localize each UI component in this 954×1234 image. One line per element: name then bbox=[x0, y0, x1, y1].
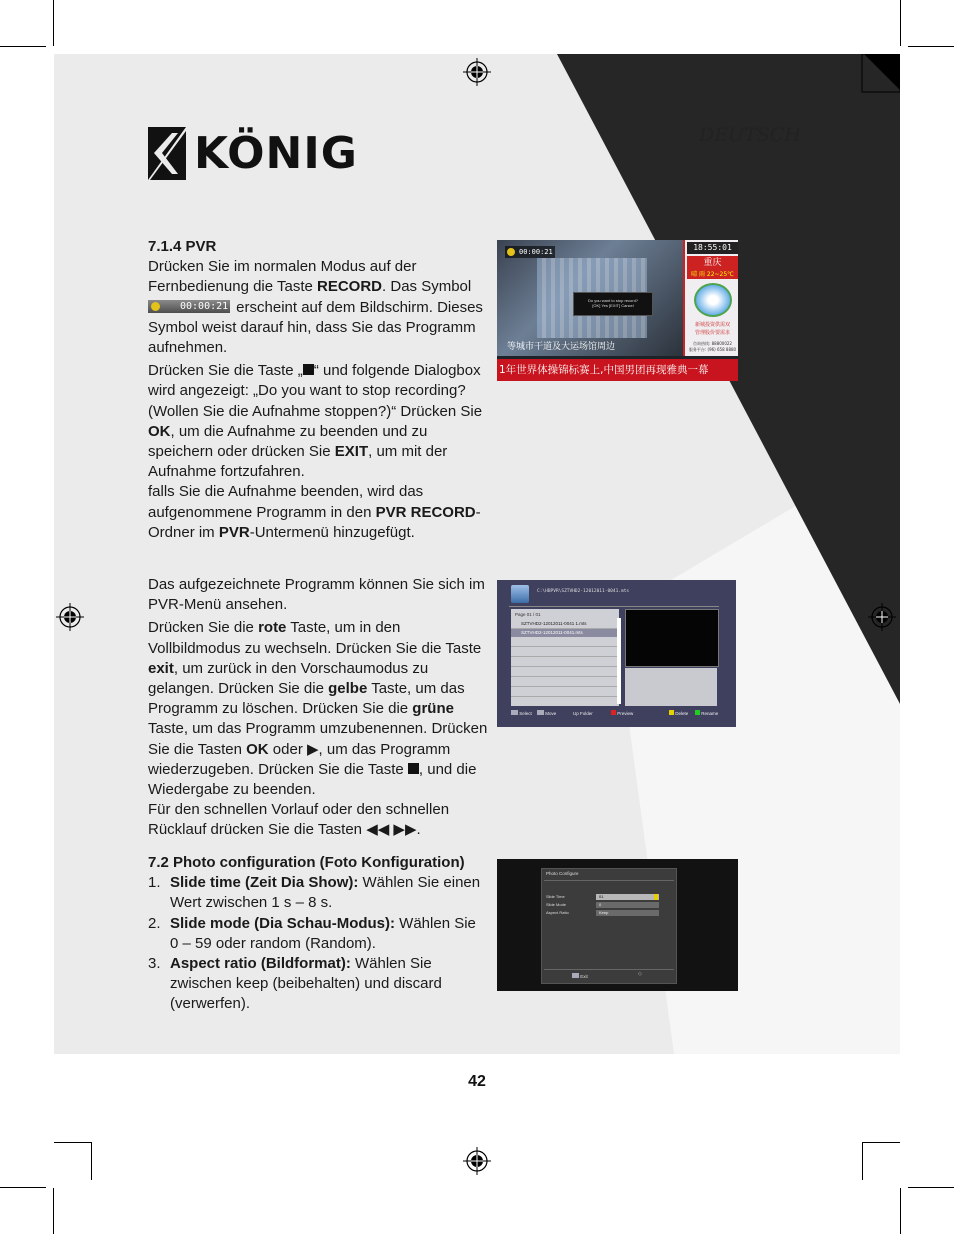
crop-mark bbox=[908, 46, 954, 47]
pvr-paragraph-3: Das aufgezeichnete Programm können Sie sich im PVR-Menü ansehen. bbox=[148, 576, 485, 614]
pvr-section bbox=[148, 237, 488, 546]
konig-k-icon bbox=[148, 127, 186, 180]
stop-icon bbox=[408, 763, 419, 774]
play-icon: ▶ bbox=[306, 740, 319, 758]
stop-icon bbox=[303, 364, 314, 375]
weather-panel: 18:55:01 重庆 晴 雨 22~25℃ 新城投资供需双 管理股价要需求 咨询热线: 88800022 服务平台: (96) 658 8880 bbox=[683, 240, 738, 356]
arrow-keys-icon: ◇ bbox=[638, 971, 642, 977]
pvr-paragraph-4: Drücken Sie die rote Taste, um in den Vollbildmodus zu wechseln. Drücken Sie die Taste exit, um zurück in den Vorschaumodus zu gelangen. Drücken Sie die gelbe Taste, um das Programm zu löschen. Drücken Sie die grüne Taste, um das Programm umzubenennen. Drücken Sie die Tasten OK oder ▶, um das Programm wiederzugeben. Drücken Sie die Taste , und die Wiedergabe zu beenden. Für den schnellen Vorlauf oder den schnellen Rücklauf drücken Sie die Tasten ◀◀ ▶▶. bbox=[148, 619, 488, 839]
list-item[interactable]: SZTVHD2-12012011-0041.mts bbox=[511, 629, 619, 637]
news-ticker: 1年世界体操锦标赛上,中国男团再现雅典一幕 bbox=[497, 359, 738, 381]
registration-mark-icon bbox=[56, 603, 84, 631]
crop-mark bbox=[53, 1188, 54, 1234]
registration-mark-icon bbox=[463, 58, 491, 86]
crop-mark bbox=[0, 1187, 46, 1188]
registration-mark-icon bbox=[463, 1147, 491, 1175]
pvr-paragraph-2: Drücken Sie die Taste „ “ und folgende Dialogbox wird angezeigt: „Do you want to stop recording? (Wollen Sie die Aufnahme stoppen?)“ Drücken Sie OK, um die Aufnahme zu beenden und zu speichern oder drücken Sie EXIT, um mit der Aufnahme fortzufahren. falls Sie die Aufnahme beenden, wird das aufgenommene Programm in den PVR RECORD-Ordner im PVR-Untermenü hinzugefügt. bbox=[148, 362, 483, 541]
scrollbar[interactable] bbox=[617, 618, 621, 704]
pvr-paragraph-1: Drücken Sie im normalen Modus auf der Fernbedienung die Taste RECORD. Das Symbol 00:00:21 erscheint auf dem Bildschirm. Dieses Symbol weist darauf hin, dass Sie das Programm aufnehmen. bbox=[148, 258, 483, 357]
rewind-forward-icon: ◀◀ ▶▶ bbox=[366, 821, 417, 839]
language-label: DEUTSCH bbox=[699, 124, 801, 146]
crop-mark bbox=[900, 0, 901, 46]
slide-time-row[interactable]: Slide Time 01 bbox=[546, 893, 656, 901]
record-indicator-icon: 00:00:21 bbox=[148, 300, 230, 313]
pvr-heading: 7.1.4 PVR bbox=[148, 238, 217, 255]
brand-wordmark: KÖNIG bbox=[194, 127, 358, 179]
crop-mark bbox=[0, 46, 46, 47]
folder-icon bbox=[511, 585, 529, 603]
tv-recording-screenshot: 00:00:21 Do you want to stop record? [OK] Yes [EXIT] Cancel 等城市干道及大运场馆周边 18:55:01 重庆 晴 雨 22~25℃ 新城投资供需双 管理股价要需求 咨询热线: 88800022 服务平台: (96) 658 8880 1年世界体操锦标赛上,中国男团再现雅典一幕 bbox=[497, 240, 738, 381]
registration-mark-icon bbox=[868, 603, 896, 631]
aspect-ratio-row[interactable]: Aspect Ratio Keep bbox=[546, 909, 656, 917]
crop-mark bbox=[862, 1142, 900, 1143]
photo-configure-screenshot: Photo Configure Slide Time 01 Slide Mode 0 Aspect Ratio Keep Exit ◇ bbox=[497, 859, 738, 991]
crop-mark bbox=[862, 1142, 863, 1180]
stop-record-dialog: Do you want to stop record? [OK] Yes [EXIT] Cancel bbox=[573, 292, 653, 316]
list-item: 3. Aspect ratio (Bildformat): Wählen Sie zwischen keep (beibehalten) und discard (verwerfen). bbox=[148, 955, 442, 1013]
crop-mark bbox=[900, 1188, 901, 1234]
exit-icon bbox=[572, 973, 579, 978]
record-indicator-icon: 00:00:21 bbox=[505, 246, 555, 258]
list-item: 1. Slide time (Zeit Dia Show): Wählen Sie einen Wert zwischen 1 s – 8 s. bbox=[148, 874, 481, 912]
weather-icon bbox=[694, 283, 732, 317]
page-number: 42 bbox=[468, 1073, 486, 1090]
crop-mark bbox=[53, 0, 54, 46]
crop-mark bbox=[91, 1142, 92, 1180]
photo-config-heading: 7.2 Photo configuration (Foto Konfiguration) bbox=[148, 854, 465, 871]
crop-mark bbox=[54, 1142, 92, 1143]
photo-config-list bbox=[148, 873, 488, 1014]
list-item: 2. Slide mode (Dia Schau-Modus): Wählen Sie 0 – 59 oder random (Random). bbox=[148, 914, 476, 952]
pvr-menu-section bbox=[148, 575, 488, 844]
photo-config-section bbox=[148, 853, 488, 1015]
konig-logo bbox=[148, 127, 358, 180]
pvr-footer: Select Move Up Folder Preview Delete Rename bbox=[511, 710, 721, 718]
preview-window bbox=[625, 609, 719, 667]
crop-mark bbox=[908, 1187, 954, 1188]
slide-mode-row[interactable]: Slide Mode 0 bbox=[546, 901, 656, 909]
pvr-menu-screenshot: C:\HBPVR\SZTVHD2-12012011-0041.mts Page 01 / 01 SZTVHD2-12012011-0041 1.mts SZTVHD2-12012011-0041.mts Select Move Up Folder Preview Delete Rename bbox=[497, 580, 736, 727]
list-item[interactable]: SZTVHD2-12012011-0041 1.mts bbox=[511, 620, 619, 629]
